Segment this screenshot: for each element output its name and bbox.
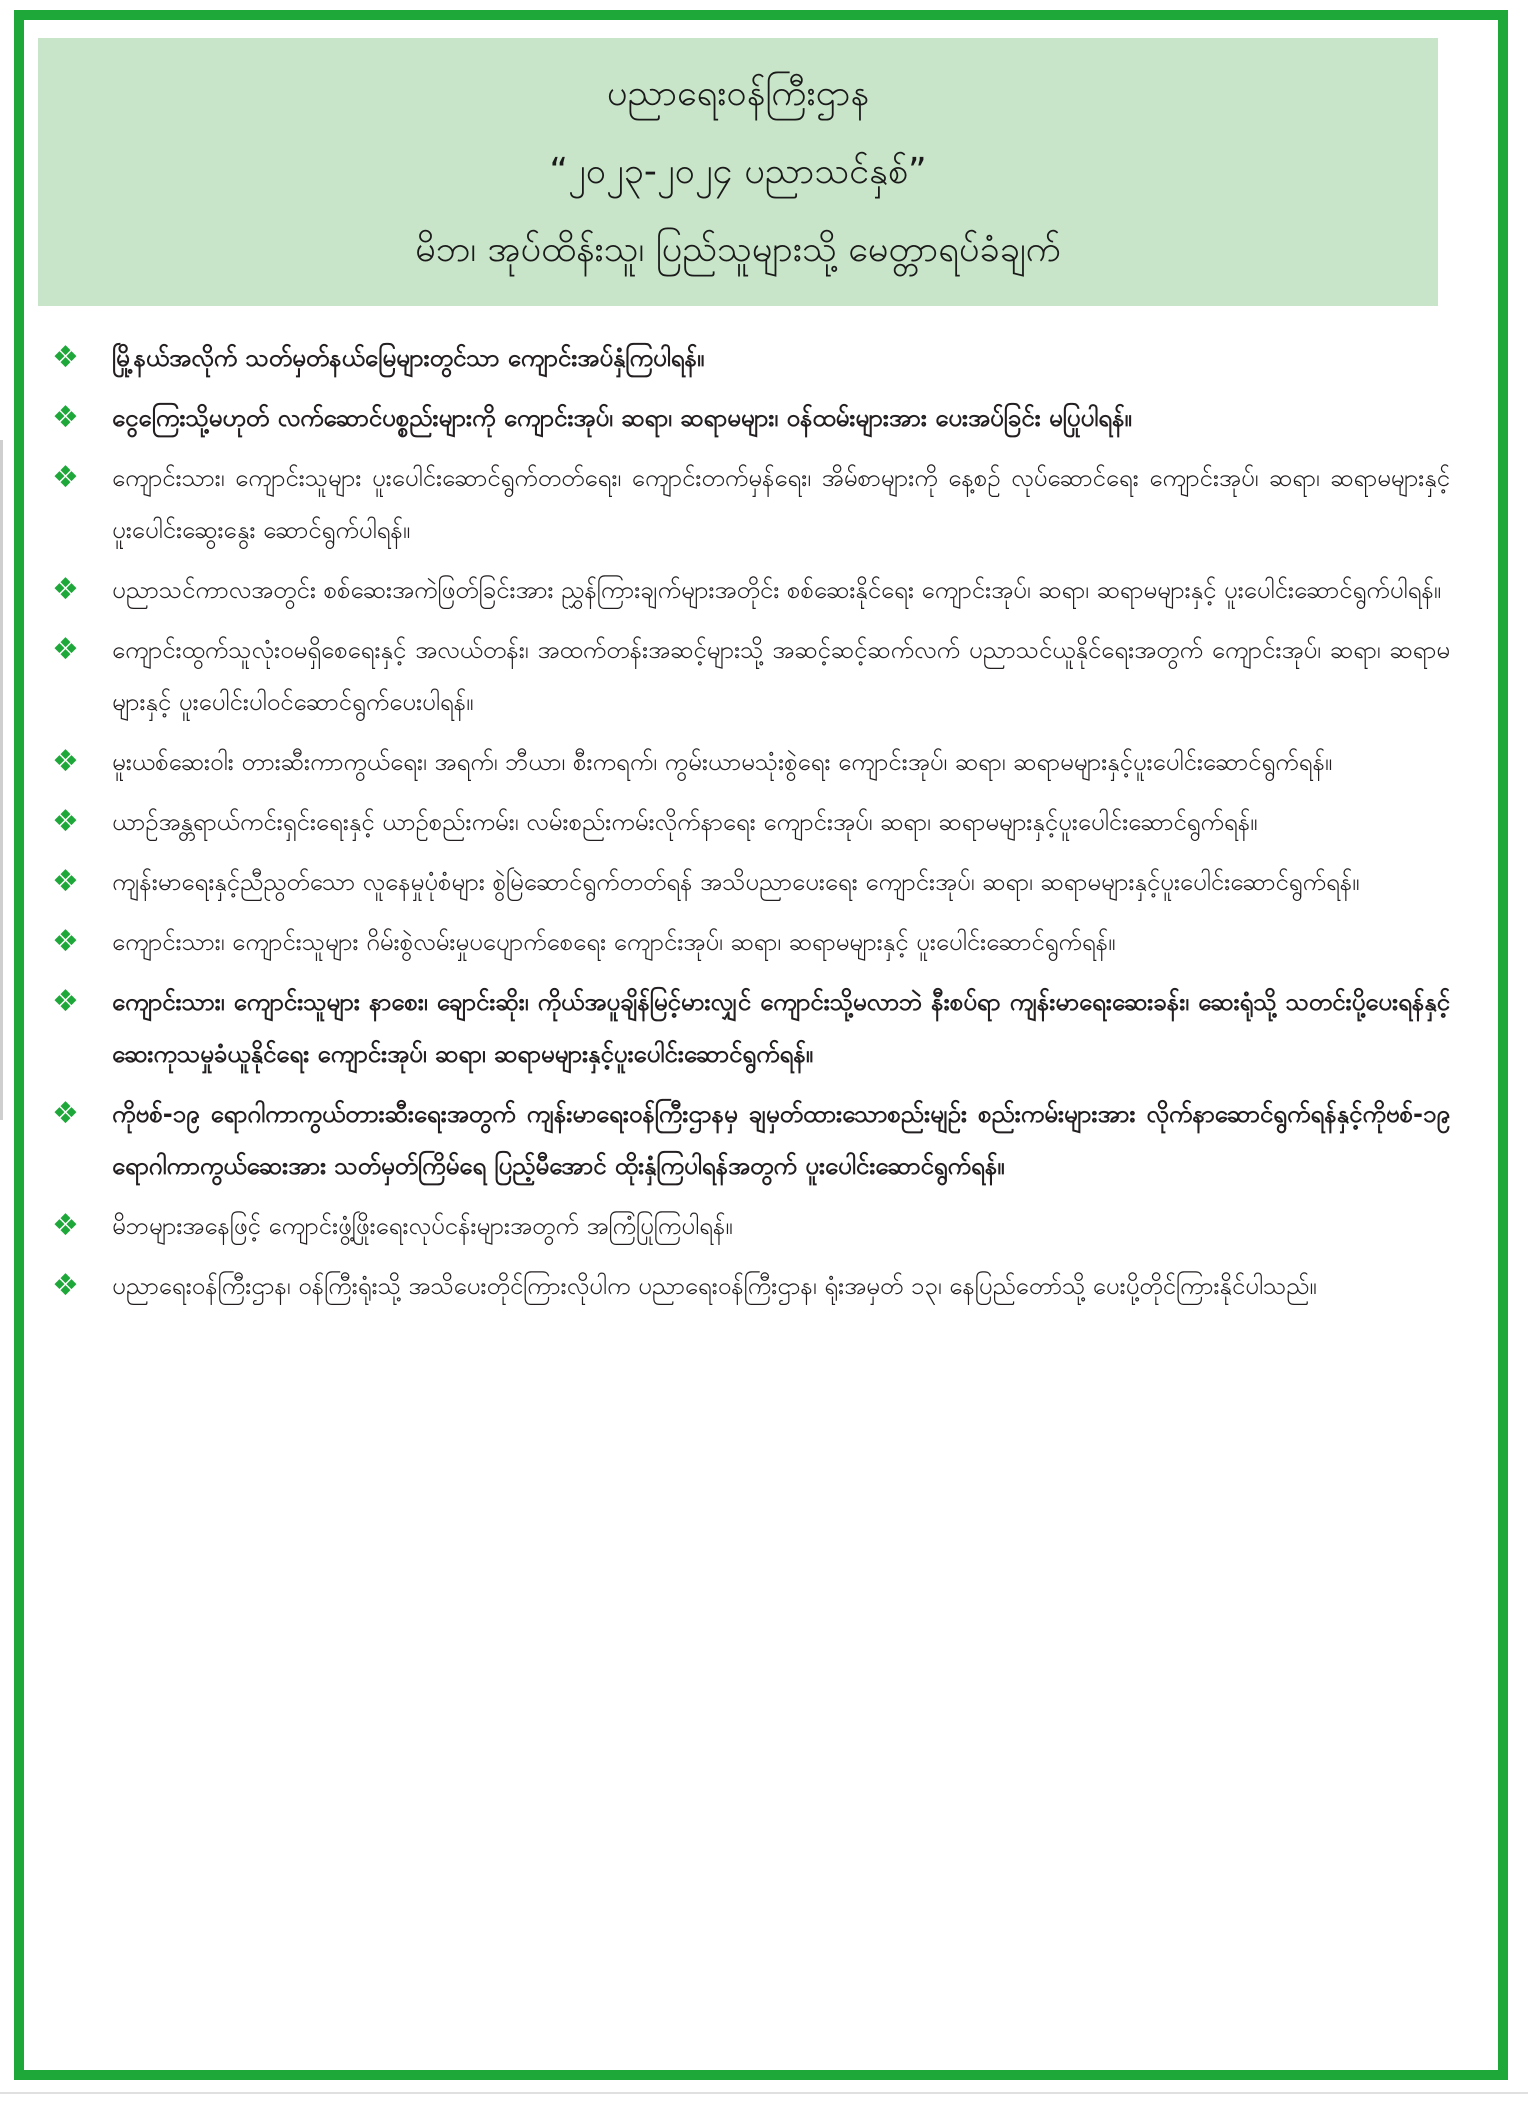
- appeal-item: [52, 1088, 1450, 1192]
- bottom-rule: [0, 2092, 1528, 2094]
- appeal-item-text: ကျောင်းသား၊ ကျောင်းသူများ ဂိမ်းစွဲလမ်းမှုပပျောက်စေရေး ကျောင်းအုပ်၊ ဆရာ၊ ဆရာမများနှင့် ပူးပေါင်းဆောင်ရွက်ရန်။: [112, 928, 1116, 956]
- appeal-item-text: ပညာရေးဝန်ကြီးဌာန၊ ဝန်ကြီးရုံးသို့ အသိပေးတိုင်ကြားလိုပါက ပညာရေးဝန်ကြီးဌာန၊ ရုံးအမှတ် ၁၃၊ နေပြည်တော်သို့ ပေးပို့တိုင်ကြားနိုင်ပါသည်။: [112, 1272, 1317, 1300]
- diamond-bullet-icon: ❖: [52, 572, 79, 607]
- appeal-item: [52, 1200, 1450, 1252]
- appeal-item-text: ကျောင်းသား၊ ကျောင်းသူများ ပူးပေါင်းဆောင်ရွက်တတ်ရေး၊ ကျောင်းတက်မှန်ရေး၊ အိမ်စာများကို နေ့စဉ် လုပ်ဆောင်ရေး ကျောင်းအုပ်၊ ဆရာ၊ ဆရာမများနှင့် ပူးပေါင်းဆွေးနွေး ဆောင်ရွက်ပါရန်။: [112, 464, 1450, 544]
- appeal-item: [52, 392, 1450, 444]
- diamond-bullet-icon: ❖: [52, 400, 79, 435]
- diamond-bullet-icon: ❖: [52, 924, 79, 959]
- ministry-title: ပညာရေးဝန်ကြီးဌာန: [606, 73, 870, 114]
- appeal-item: [52, 856, 1450, 908]
- diamond-bullet-icon: ❖: [52, 744, 79, 779]
- appeal-item: [52, 736, 1450, 788]
- diamond-bullet-icon: ❖: [52, 632, 79, 667]
- appeal-item-text: ယာဉ်အန္တရာယ်ကင်းရှင်းရေးနှင့် ယာဉ်စည်းကမ်း၊ လမ်းစည်းကမ်းလိုက်နာရေး ကျောင်းအုပ်၊ ဆရာ၊ ဆရာမများနှင့်ပူးပေါင်းဆောင်ရွက်ရန်။: [112, 808, 1258, 836]
- appeal-item: [52, 564, 1450, 616]
- appeal-item-text: ကျန်းမာရေးနှင့်ညီညွတ်သော လူနေမှုပုံစံများ စွဲမြဲဆောင်ရွက်တတ်ရန် အသိပညာပေးရေး ကျောင်းအုပ်၊ ဆရာ၊ ဆရာမများနှင့်ပူးပေါင်းဆောင်ရွက်ရန်။: [112, 868, 1360, 896]
- notice-header: [38, 38, 1438, 306]
- diamond-bullet-icon: ❖: [52, 864, 79, 899]
- appeal-item-text: မိဘများအနေဖြင့် ကျောင်းဖွံ့ဖြိုးရေးလုပ်ငန်းများအတွက် အကြံပြုကြပါရန်။: [112, 1212, 733, 1240]
- left-edge-rule: [0, 440, 3, 1120]
- diamond-bullet-icon: ❖: [52, 1096, 79, 1131]
- diamond-bullet-icon: ❖: [52, 1268, 79, 1303]
- appeal-item-text: ကျောင်းသား၊ ကျောင်းသူများ နာစေး၊ ချောင်းဆိုး၊ ကိုယ်အပူချိန်မြင့်မားလျှင် ကျောင်းသို့မလာဘဲ နီးစပ်ရာ ကျန်းမာရေးဆေးခန်း၊ ဆေးရုံသို့ သတင်းပို့ပေးရန်နှင့် ဆေးကုသမှုခံယူနိုင်ရေး ကျောင်းအုပ်၊ ဆရာ၊ ဆရာမများနှင့်ပူးပေါင်းဆောင်ရွက်ရန်။: [112, 988, 1450, 1068]
- diamond-bullet-icon: ❖: [52, 460, 79, 495]
- appeal-item: [52, 796, 1450, 848]
- diamond-bullet-icon: ❖: [52, 804, 79, 839]
- appeal-item-text: ပညာသင်ကာလအတွင်း စစ်ဆေးအကဲဖြတ်ခြင်းအား ညွှန်ကြားချက်များအတိုင်း စစ်ဆေးနိုင်ရေး ကျောင်းအုပ်၊ ဆရာ၊ ဆရာမများနှင့် ပူးပေါင်းဆောင်ရွက်ပါရန်။: [112, 576, 1442, 604]
- appeal-title: မိဘ၊ အုပ်ထိန်းသူ၊ ပြည်သူများသို့ မေတ္တာရပ်ခံချက်: [415, 229, 1061, 270]
- appeal-item: [52, 452, 1450, 556]
- appeal-item: [52, 916, 1450, 968]
- appeal-item-text: မူးယစ်ဆေးဝါး တားဆီးကာကွယ်ရေး၊ အရက်၊ ဘီယာ၊ စီးကရက်၊ ကွမ်းယာမသုံးစွဲရေး ကျောင်းအုပ်၊ ဆရာ၊ ဆရာမများနှင့်ပူးပေါင်းဆောင်ရွက်ရန်။: [112, 748, 1333, 776]
- appeal-item-text: ကျောင်းထွက်သူလုံးဝမရှိစေရေးနှင့် အလယ်တန်း၊ အထက်တန်းအဆင့်များသို့ အဆင့်ဆင့်ဆက်လက် ပညာသင်ယူနိုင်ရေးအတွက် ကျောင်းအုပ်၊ ဆရာ၊ ဆရာမများနှင့် ပူးပေါင်းပါဝင်ဆောင်ရွက်ပေးပါရန်။: [112, 636, 1450, 716]
- appeal-item: [52, 1260, 1450, 1312]
- appeal-item-text: ငွေကြေးသို့မဟုတ် လက်ဆောင်ပစ္စည်းများကို ကျောင်းအုပ်၊ ဆရာ၊ ဆရာမများ၊ ဝန်ထမ်းများအား ပေးအပ်ခြင်း မပြုပါရန်။: [112, 404, 1132, 432]
- diamond-bullet-icon: ❖: [52, 340, 79, 375]
- appeal-item-text: မြို့နယ်အလိုက် သတ်မှတ်နယ်မြေများတွင်သာ ကျောင်းအပ်နှံကြပါရန်။: [112, 344, 705, 372]
- diamond-bullet-icon: ❖: [52, 1208, 79, 1243]
- appeal-item: [52, 332, 1450, 384]
- appeal-item: [52, 624, 1450, 728]
- appeal-item-text: ကိုဗစ်-၁၉ ရောဂါကာကွယ်တားဆီးရေးအတွက် ကျန်းမာရေးဝန်ကြီးဌာနမှ ချမှတ်ထားသောစည်းမျဉ်း စည်းကမ်းများအား လိုက်နာဆောင်ရွက်ရန်နှင့်ကိုဗစ်-၁၉ ရောဂါကာကွယ်ဆေးအား သတ်မှတ်ကြိမ်ရေ ပြည့်မီအောင် ထိုးနှံကြပါရန်အတွက် ပူးပေါင်းဆောင်ရွက်ရန်။: [112, 1100, 1450, 1180]
- appeal-list: [52, 332, 1450, 1320]
- appeal-item: [52, 976, 1450, 1080]
- academic-year-title: “၂၀၂၃-၂၀၂၄ ပညာသင်နှစ်”: [549, 151, 927, 192]
- diamond-bullet-icon: ❖: [52, 984, 79, 1019]
